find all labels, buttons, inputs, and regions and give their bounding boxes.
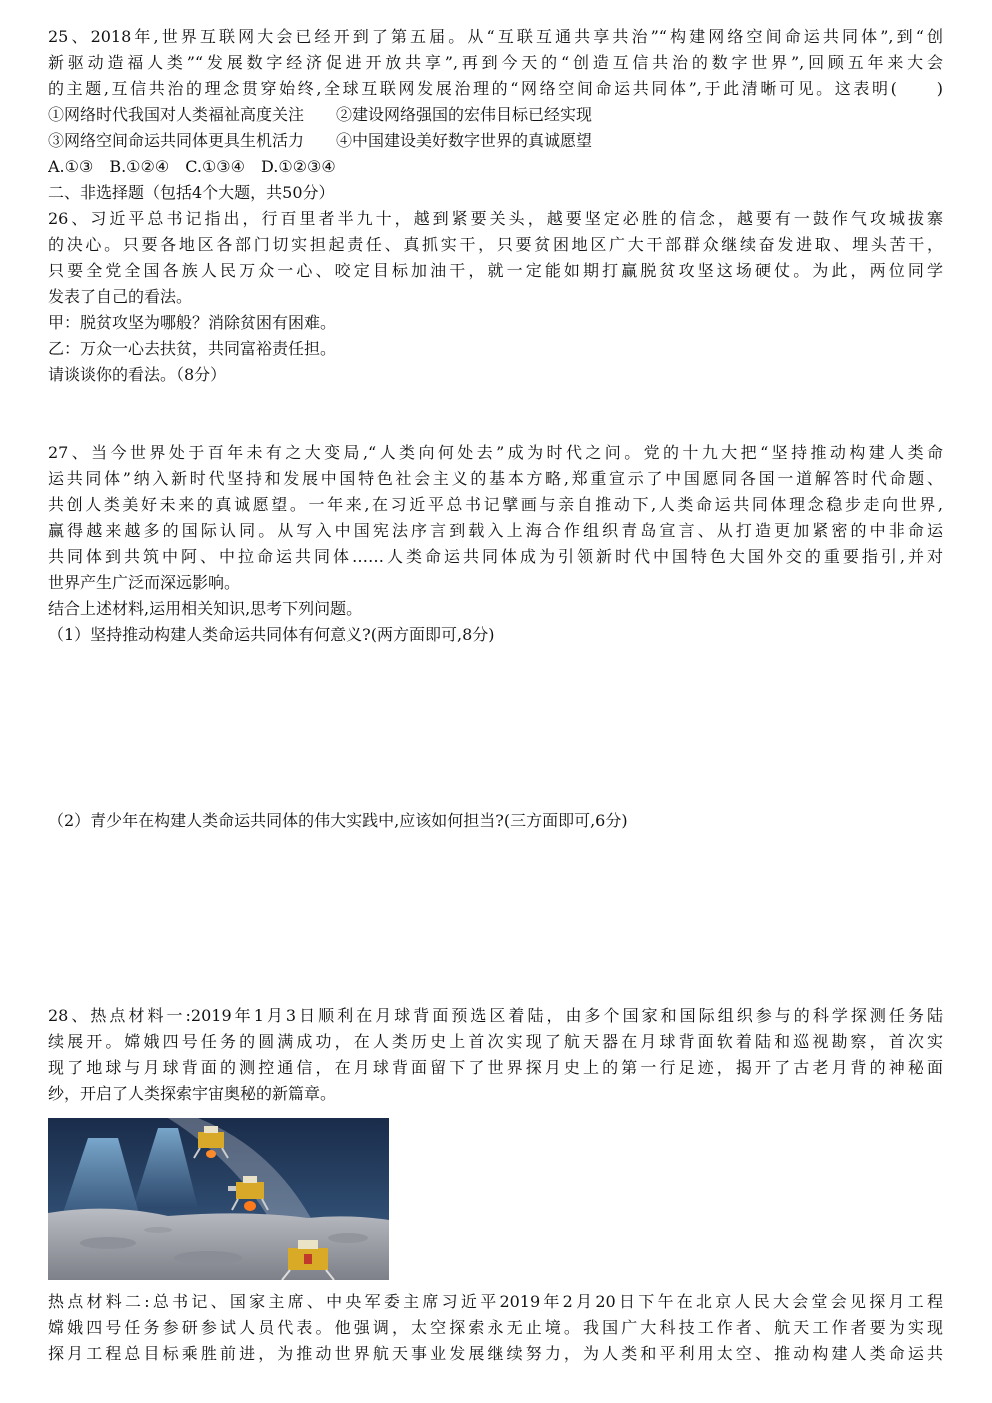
q28-line-3: 现了地球与月球背面的测控通信，在月球背面留下了世界探月史上的第一行足迹，揭开了古老月背的神秘面 [48,1058,943,1077]
q25-line-3: 的主题,互信共治的理念贯穿始终,全球互联网发展治理的“网络空间命运共同体”,于此清晰可见。这表明( ) [48,79,943,98]
q26-prompt: 请谈谈你的看法。（8分） [48,365,227,384]
q25-line-2: 新驱动造福人类”“发展数字经济促进开放共享”,再到今天的“创造互信共治的数字世界”,回顾五年来大会 [48,53,943,72]
q26-line-3: 只要全党全国各族人民万众一心、咬定目标加油干，就一定能如期打赢脱贫攻坚这场硬仗。为此，两位同学 [48,261,943,280]
q26-line-1: 26、习近平总书记指出，行百里者半九十，越到紧要关头，越要坚定必胜的信念，越要有一鼓作气攻城拔寨 [48,209,943,228]
q28-material2-line-1: 热点材料二:总书记、国家主席、中央军委主席习近平2019年2月20日下午在北京人民大会堂会见探月工程 [48,1292,943,1311]
q27-line-5: 共同体到共筑中阿、中拉命运共同体……人类命运共同体成为引领新时代中国特色大国外交的重要指引,并对 [48,547,943,566]
q27-sub-question-2: （2）青少年在构建人类命运共同体的伟大实践中,应该如何担当?(三方面即可,6分) [48,811,628,830]
q25-option-line-2: ③网络空间命运共同体更具生机活力 ④中国建设美好数字世界的真诚愿望 [48,131,593,150]
q27-sub-question-1: （1）坚持推动构建人类命运共同体有何意义?(两方面即可,8分) [48,625,495,644]
q28-material2-line-3: 探月工程总目标乘胜前进，为推动世界航天事业发展继续努力，为人类和平利用太空、推动构建人类命运共 [48,1344,943,1363]
q26-opinion-jia: 甲：脱贫攻坚为哪般？消除贫困有困难。 [48,313,337,332]
q27-instruction: 结合上述材料,运用相关知识,思考下列问题。 [48,599,363,618]
q26-opinion-yi: 乙：万众一心去扶贫，共同富裕责任担。 [48,339,337,358]
q25-line-1: 25、2018年,世界互联网大会已经开到了第五届。从“互联互通共享共治”“构建网络空间命运共同体”,到“创 [48,27,943,46]
section-2-title: 二、非选择题（包括4个大题，共50分） [48,183,335,202]
q25-answer-choices: A.①③ B.①②④ C.①③④ D.①②③④ [48,157,336,176]
lunar-lander-image [48,1118,389,1280]
q27-line-3: 共创人类美好未来的真诚愿望。一年来,在习近平总书记擘画与亲自推动下,人类命运共同体理念稳步走向世界, [48,495,943,514]
q26-line-4: 发表了自己的看法。 [48,287,193,306]
q27-line-1: 27、当今世界处于百年未有之大变局,“人类向何处去”成为时代之问。党的十九大把“坚持推动构建人类命 [48,443,943,462]
q27-line-4: 赢得越来越多的国际认同。从写入中国宪法序言到载入上海合作组织青岛宣言、从打造更加紧密的中非命运 [48,521,943,540]
q27-line-6: 世界产生广泛而深远影响。 [48,573,241,592]
q28-line-1: 28、热点材料一:2019年1月3日顺利在月球背面预选区着陆，由多个国家和国际组织参与的科学探测任务陆 [48,1006,943,1025]
q28-line-4: 纱，开启了人类探索宇宙奥秘的新篇章。 [48,1084,337,1103]
q28-material2-line-2: 嫦娥四号任务参研参试人员代表。他强调，太空探索永无止境。我国广大科技工作者、航天工作者要为实现 [48,1318,943,1337]
q25-option-line-1: ①网络时代我国对人类福祉高度关注 ②建设网络强国的宏伟目标已经实现 [48,105,593,124]
q28-line-2: 续展开。嫦娥四号任务的圆满成功，在人类历史上首次实现了航天器在月球背面软着陆和巡视勘察，首次实 [48,1032,943,1051]
q27-line-2: 运共同体”纳入新时代坚持和发展中国特色社会主义的基本方略,郑重宣示了中国愿同各国一道解答时代命题、 [48,469,943,488]
q26-line-2: 的决心。只要各地区各部门切实担起责任、真抓实干，只要贫困地区广大干部群众继续奋发进取、埋头苦干， [48,235,943,254]
